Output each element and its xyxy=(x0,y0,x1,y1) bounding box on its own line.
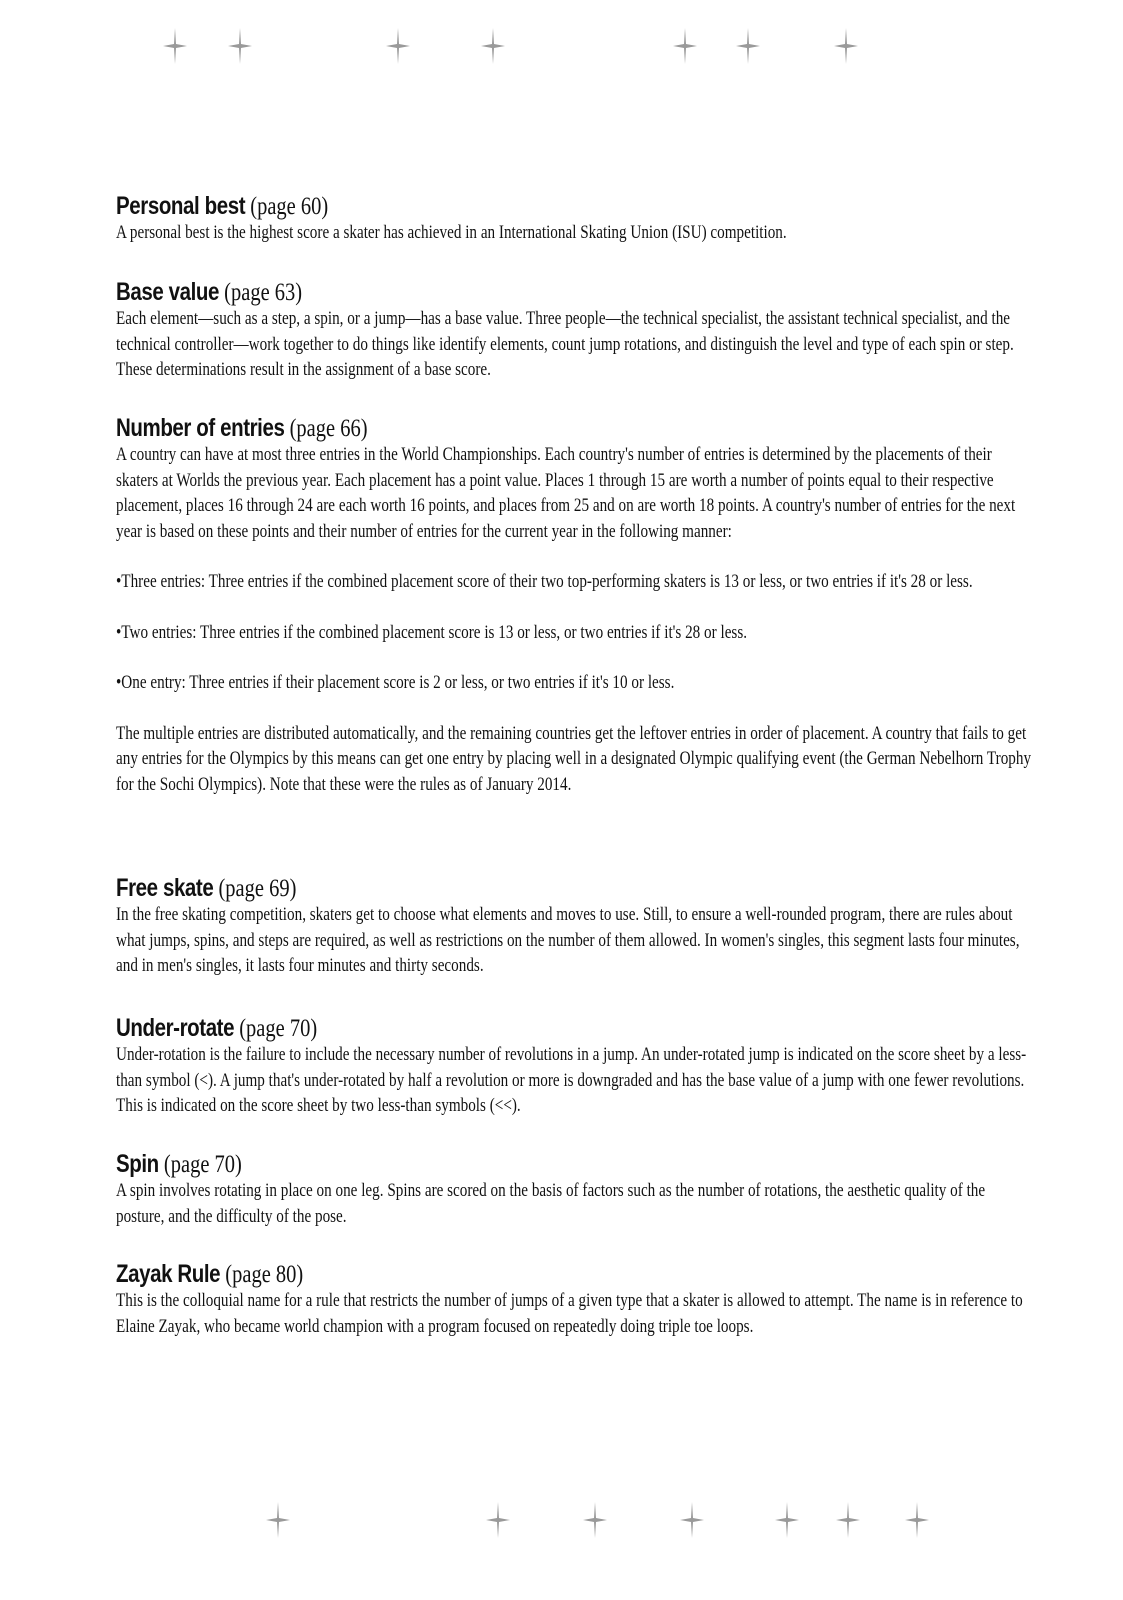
sparkle-icon xyxy=(834,28,858,64)
entry-heading xyxy=(116,414,870,443)
glossary-entry-base-value xyxy=(116,278,1036,414)
sparkle-icon xyxy=(680,1502,704,1538)
entry-page-ref: (page 66) xyxy=(289,415,368,442)
top-sparkle-row xyxy=(0,28,1123,68)
sparkle-icon xyxy=(836,1502,860,1538)
bullet-three-entries: •Three entries: Three entries if the combined placement score of their two top-performing skaters is 13 or less, or two entries if it's 28 or less. xyxy=(116,572,973,592)
sparkle-icon xyxy=(486,1502,510,1538)
entry-term: Number of entries xyxy=(116,414,285,442)
entry-page-ref: (page 69) xyxy=(218,875,297,902)
entry-term: Spin xyxy=(116,1150,159,1178)
entry-heading xyxy=(116,874,870,903)
glossary-entry-personal-best xyxy=(116,192,1036,278)
entry-term: Zayak Rule xyxy=(116,1260,221,1288)
entry-page-ref: (page 60) xyxy=(250,193,329,220)
entry-definition: In the free skating competition, skaters get to choose what elements and moves to use. Still, to ensure a well-rounded program, there are rules about what jumps, spins, and steps are required, as well as restrictions on the number of them allowed. In women's singles, this segment lasts four minutes, and in men's singles, it lasts four minutes and thirty seconds. xyxy=(116,905,1020,976)
sparkle-icon xyxy=(673,28,697,64)
sparkle-icon xyxy=(481,28,505,64)
bullet-one-entry: •One entry: Three entries if their placement score is 2 or less, or two entries if it's 10 or less. xyxy=(116,673,675,693)
entry-page-ref: (page 63) xyxy=(224,279,303,306)
entry-heading xyxy=(116,278,870,307)
sparkle-icon xyxy=(736,28,760,64)
bottom-sparkle-row xyxy=(0,1502,1123,1542)
entry-definition: Under-rotation is the failure to include the necessary number of revolutions in a jump. An under-rotated jump is indicated on the score sheet by a less-than symbol (<). A jump that's under-rotated by half a revolution or more is downgraded and has the base value of a jump with one fewer revolutions. This is indicated on the score sheet by two less-than symbols (<<). xyxy=(116,1045,1027,1116)
entry-closing-paragraph: The multiple entries are distributed automatically, and the remaining countries get the leftover entries in order of placement. A country that fails to get any entries for the Olympics by this means can get one entry by placing well in a designated Olympic qualifying event (the German Nebelhorn Trophy for the Sochi Olympics). Note that these were the rules as of January 2014. xyxy=(116,723,1032,795)
sparkle-icon xyxy=(266,1502,290,1538)
bullet-two-entries: •Two entries: Three entries if the combined placement score is 13 or less, or two entries if it's 28 or less. xyxy=(116,622,748,643)
glossary-entry-zayak-rule xyxy=(116,1260,1036,1350)
entry-term: Personal best xyxy=(116,192,246,220)
glossary-entry-spin xyxy=(116,1150,1036,1260)
entry-page-ref: (page 80) xyxy=(225,1261,304,1288)
sparkle-icon xyxy=(905,1502,929,1538)
sparkle-icon xyxy=(163,28,187,64)
sparkle-icon xyxy=(386,28,410,64)
entry-heading xyxy=(116,1260,870,1289)
entry-term: Base value xyxy=(116,278,220,306)
sparkle-icon xyxy=(583,1502,607,1538)
glossary-entry-free-skate xyxy=(116,874,1036,1014)
glossary-entry-number-of-entries xyxy=(116,414,1036,874)
entry-definition: Each element—such as a step, a spin, or a jump—has a base value. Three people—the technical specialist, the assistant technical specialist, and the technical controller—work together to do things like identify elements, count jump rotations, and distinguish the level and type of each spin or step. These determinations result in the assignment of a base score. xyxy=(116,309,1014,380)
entry-heading xyxy=(116,1014,870,1043)
glossary-content xyxy=(116,192,1036,1350)
sparkle-icon xyxy=(775,1502,799,1538)
entry-heading xyxy=(116,1150,870,1179)
entry-definition: A personal best is the highest score a skater has achieved in an International Skating Union (ISU) competition. xyxy=(116,223,787,243)
entry-term: Free skate xyxy=(116,874,214,902)
entry-page-ref: (page 70) xyxy=(163,1151,242,1178)
entry-definition: A spin involves rotating in place on one leg. Spins are scored on the basis of factors such as the number of rotations, the aesthetic quality of the posture, and the difficulty of the pose. xyxy=(116,1181,986,1227)
glossary-entry-under-rotate xyxy=(116,1014,1036,1150)
entry-term: Under-rotate xyxy=(116,1014,235,1042)
entry-definition: This is the colloquial name for a rule that restricts the number of jumps of a given type that a skater is allowed to attempt. The name is in reference to Elaine Zayak, who became world champion with a program focused on repeatedly doing triple toe loops. xyxy=(116,1291,1023,1337)
sparkle-icon xyxy=(228,28,252,64)
entry-heading xyxy=(116,192,870,221)
entry-definition: A country can have at most three entries in the World Championships. Each country's number of entries is determined by the placements of their skaters at Worlds the previous year. Each placement has a point value. Places 1 through 15 are worth a number of points equal to their respective placement, places 16 through 24 are each worth 16 points, and places from 25 and on are worth 18 points. A country's number of entries for the next year is based on these points and their number of entries for the current year in the following manner: xyxy=(116,445,1016,542)
entry-page-ref: (page 70) xyxy=(239,1015,318,1042)
